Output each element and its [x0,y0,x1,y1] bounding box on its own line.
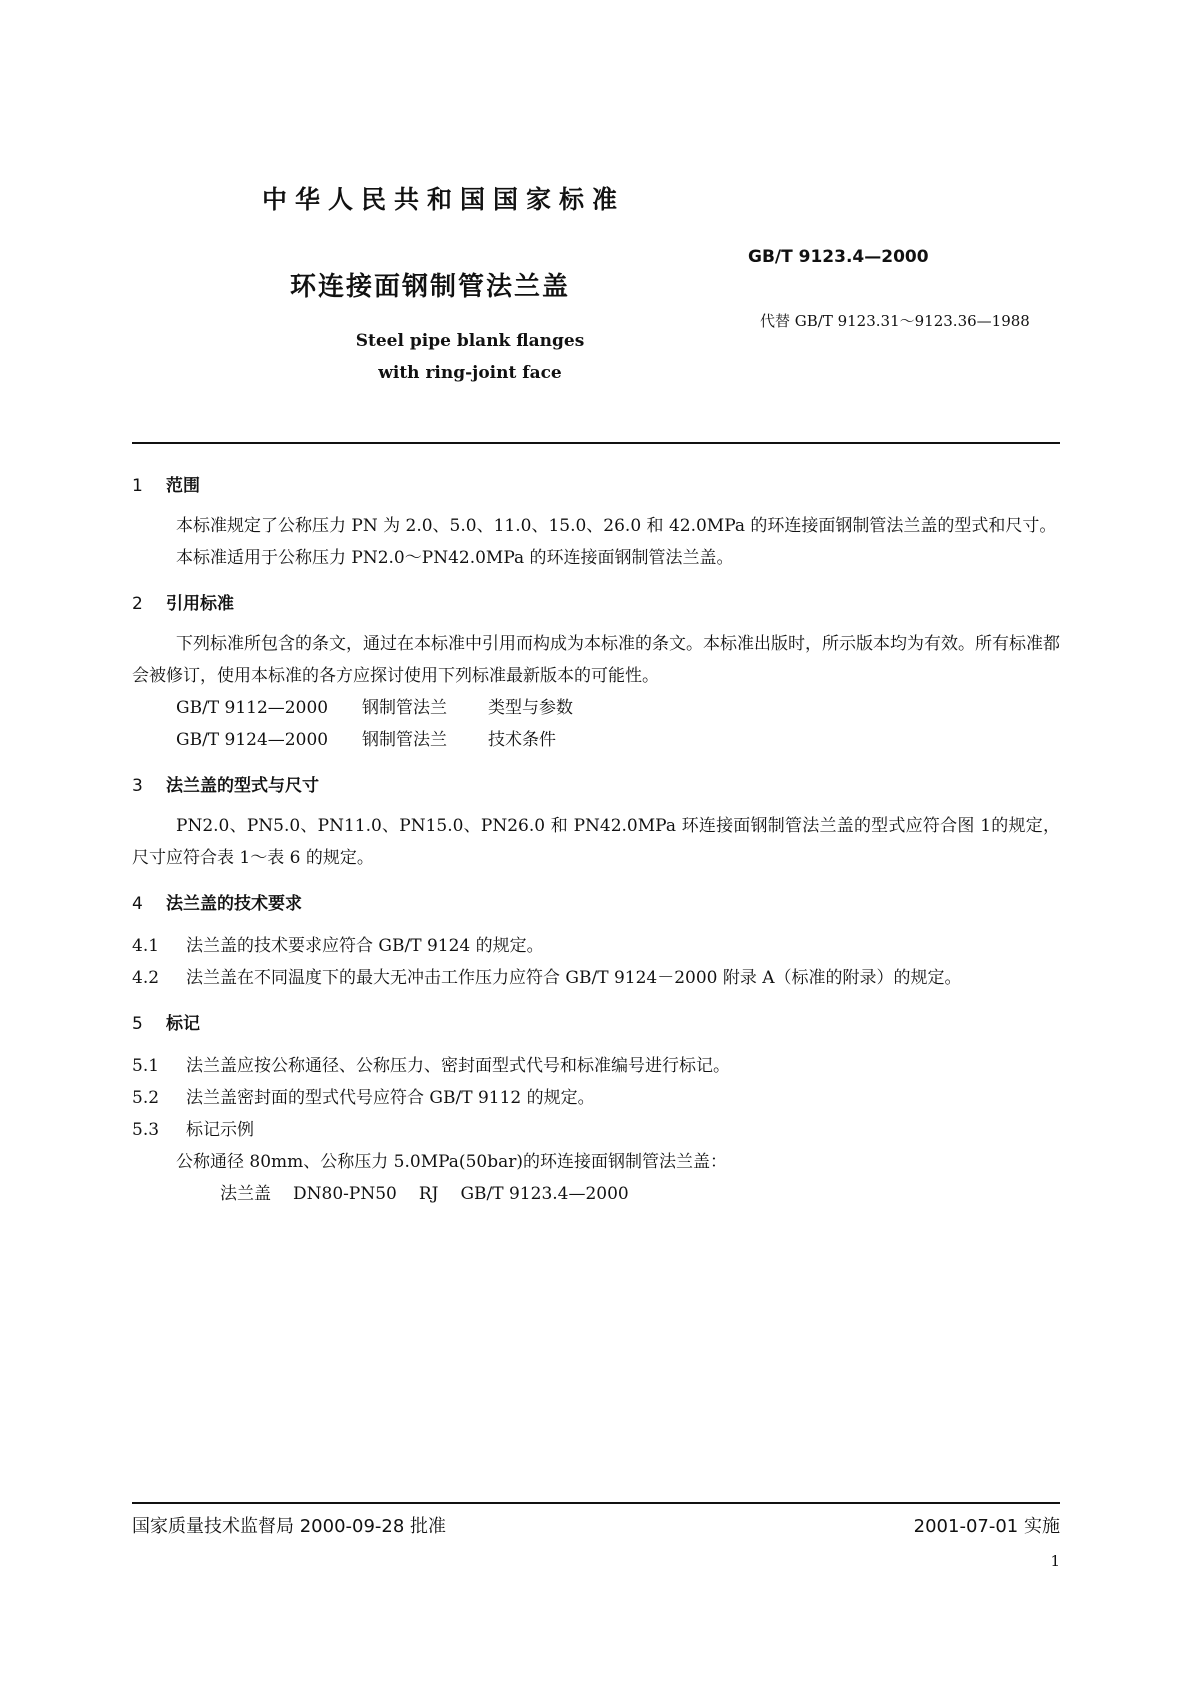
reference-term: 钢制管法兰 [362,698,447,718]
clause-number: 5.1 [132,1056,160,1076]
header-divider [132,442,1060,444]
section-3-heading [132,770,1060,802]
marking-example [132,1178,1060,1210]
clause-5-2 [132,1082,1060,1114]
reference-desc: 类型与参数 [488,698,573,718]
title-en-line1: Steel pipe blank flanges [355,331,585,351]
nation-title: 中华人民共和国国家标准 [262,185,626,214]
section-number: 2 [132,594,143,614]
title-en-line2: with ring-joint face [378,363,562,383]
clause-4-1 [132,930,1060,962]
reference-term: 钢制管法兰 [362,730,447,750]
clause-number: 5.3 [132,1120,160,1140]
section-title: 法兰盖的技术要求 [166,894,302,914]
clause-text: 法兰盖在不同温度下的最大无冲击工作压力应符合 GB/T 9124－2000 附录 A（标准的附录）的规定。 [186,968,962,988]
section-2-heading [132,588,1060,620]
example-label: 法兰盖 [220,1184,271,1204]
clause-5-3 [132,1114,1060,1146]
example-size: DN80-PN50 [293,1184,397,1204]
document-title-en [300,325,640,389]
section-number: 1 [132,476,143,496]
section-2-paragraph-1: 下列标准所包含的条文，通过在本标准中引用而构成为本标准的条文。本标准出版时，所示版本均为有效。所有标准都会被修订，使用本标准的各方应探讨使用下列标准最新版本的可能性。 [132,634,1060,686]
footer-divider [132,1502,1060,1504]
effective-date: 2001-07-01 实施 [913,1516,1060,1537]
page-number: 1 [1050,1552,1060,1570]
reference-standard: GB/T 9112—2000 [176,698,329,718]
clause-text: 法兰盖应按公称通径、公称压力、密封面型式代号和标准编号进行标记。 [186,1056,730,1076]
section-number: 5 [132,1014,143,1034]
approval-note: 国家质量技术监督局 2000-09-28 批准 [132,1516,447,1537]
section-title: 引用标准 [166,594,234,614]
clause-number: 4.1 [132,936,160,956]
section-title: 标记 [166,1014,200,1034]
reference-item [132,724,1060,756]
section-1-heading [132,470,1060,502]
section-5-heading [132,1008,1060,1040]
clause-text: 法兰盖的技术要求应符合 GB/T 9124 的规定。 [186,936,544,956]
section-number: 4 [132,894,143,914]
section-1-paragraph-2: 本标准适用于公称压力 PN2.0～PN42.0MPa 的环连接面钢制管法兰盖。 [176,548,734,568]
reference-desc: 技术条件 [488,730,556,750]
clause-5-1 [132,1050,1060,1082]
standard-number: GB/T 9123.4—2000 [748,247,929,267]
example-standard: GB/T 9123.4—2000 [460,1184,629,1204]
clause-text: 标记示例 [186,1120,254,1140]
document-title-cn: 环连接面钢制管法兰盖 [290,272,571,302]
clause-number: 5.2 [132,1088,160,1108]
clause-text: 法兰盖密封面的型式代号应符合 GB/T 9112 的规定。 [186,1088,595,1108]
reference-item [132,692,1060,724]
clause-number: 4.2 [132,968,160,988]
section-number: 3 [132,776,143,796]
document-body [132,470,1060,1210]
section-3-paragraph-1: PN2.0、PN5.0、PN11.0、PN15.0、PN26.0 和 PN42.0MPa 环连接面钢制管法兰盖的型式应符合图 1的规定，尺寸应符合表 1～表 6 的规定。 [132,816,1060,868]
replaces-note: 代替 GB/T 9123.31～9123.36—1988 [760,312,1030,330]
section-4-heading [132,888,1060,920]
section-title: 法兰盖的型式与尺寸 [166,776,319,796]
clause-4-2 [132,962,1060,994]
section-title: 范围 [166,476,200,496]
marking-example-description: 公称通径 80mm、公称压力 5.0MPa(50bar)的环连接面钢制管法兰盖： [176,1152,727,1172]
reference-standard: GB/T 9124—2000 [176,730,329,750]
section-1-paragraph-1: 本标准规定了公称压力 PN 为 2.0、5.0、11.0、15.0、26.0 和 42.0MPa 的环连接面钢制管法兰盖的型式和尺寸。 [176,516,1057,536]
example-face: RJ [418,1184,439,1204]
